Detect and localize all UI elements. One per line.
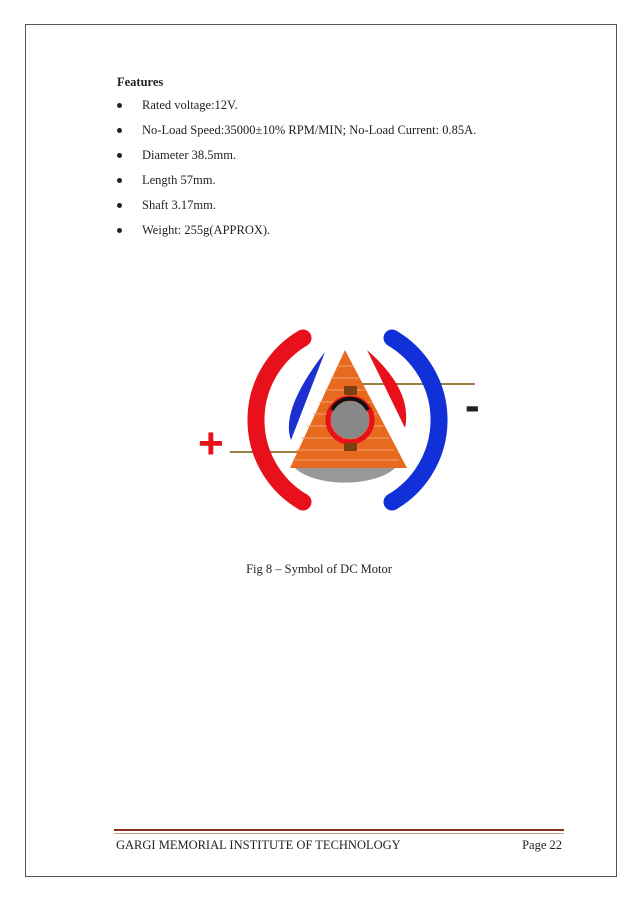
page-number: Page 22	[522, 838, 562, 852]
list-item: Shaft 3.17mm.	[117, 198, 476, 223]
stator-base	[295, 468, 395, 483]
bullet-icon	[117, 128, 122, 133]
list-item: Diameter 38.5mm.	[117, 148, 476, 173]
footer-divider	[114, 829, 564, 831]
list-item: Rated voltage:12V.	[117, 98, 476, 123]
bullet-icon	[117, 153, 122, 158]
dc-motor-symbol	[195, 320, 495, 520]
list-item: No-Load Speed:35000±10% RPM/MIN; No-Load Current: 0.85A.	[117, 123, 476, 148]
footer-divider-thin	[114, 833, 564, 834]
minus-symbol: -	[465, 381, 480, 430]
features-heading: Features	[117, 75, 164, 89]
bullet-icon	[117, 178, 122, 183]
bullet-icon	[117, 103, 122, 108]
top-brush	[344, 386, 357, 395]
figure-caption: Fig 8 – Symbol of DC Motor	[246, 562, 392, 576]
bullet-icon	[117, 203, 122, 208]
plus-symbol: +	[198, 419, 224, 468]
list-item: Length 57mm.	[117, 173, 476, 198]
footer-institute: GARGI MEMORIAL INSTITUTE OF TECHNOLOGY	[116, 838, 401, 852]
negative-field-arc	[392, 338, 439, 502]
list-item: Weight: 255g(APPROX).	[117, 223, 476, 248]
bottom-brush	[344, 443, 357, 451]
bullet-icon	[117, 228, 122, 233]
features-list	[117, 98, 476, 248]
rotor	[331, 401, 369, 439]
